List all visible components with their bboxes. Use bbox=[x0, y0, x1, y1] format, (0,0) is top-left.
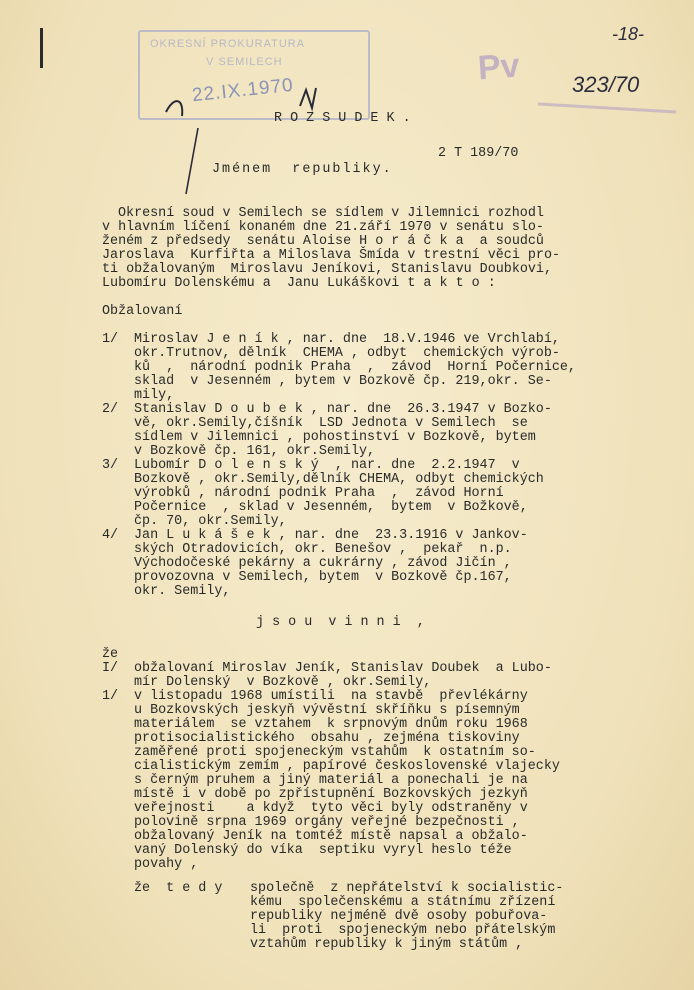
defendant-line: okr. Semily, bbox=[134, 584, 231, 599]
defendant-line: Počernice , sklad v Jesenném, bytem v Božkově, bbox=[134, 500, 528, 515]
defendant-line: Východočeské pekárny a cukrárny , závod Jičín , bbox=[134, 556, 512, 571]
item-number: 2/ bbox=[102, 402, 119, 417]
verdict-line: obžalovaní Miroslav Jeník, Stanislav Doubek a Lubo- bbox=[134, 661, 552, 676]
verdict-heading: j s o u v i n n i , bbox=[256, 615, 425, 630]
defendant-line: ských Otradovicích, okr. Benešov , pekař n.p. bbox=[134, 542, 512, 557]
verdict-line: u Bozkovských jeskyň vývěstní skříňku s písemným bbox=[134, 703, 520, 718]
conclusion-line: vztahům republiky k jiným státům , bbox=[250, 937, 524, 952]
verdict-line: cialistickým zemím , papírové československé vlajecky bbox=[134, 759, 560, 774]
page-number-handwritten: -18- bbox=[612, 24, 645, 44]
defendant-line: mily, bbox=[134, 388, 175, 403]
handwritten-signature bbox=[160, 76, 390, 196]
intro-line: ti obžalovaným Miroslavu Jeníkovi, Stanislavu Doubkovi, bbox=[102, 262, 552, 277]
item-number: 3/ bbox=[102, 458, 119, 473]
case-number: 2 T 189/70 bbox=[438, 146, 519, 161]
intro-line: v hlavním líčení konaném dne 21.září 1970 v senátu slo- bbox=[102, 220, 544, 235]
conclusion-line: kému společenskému a státnímu zřízení bbox=[250, 895, 556, 910]
intro-line: Jaroslava Kurfiřta a Miloslava Šmída v trestní věci pro- bbox=[102, 248, 561, 263]
defendant-line: Miroslav J e n í k , nar. dne 18.V.1946 ve Vrchlabí, bbox=[134, 332, 560, 347]
verdict-line: zaměřené proti spojeneckým vstahům k ostatním so- bbox=[134, 745, 536, 760]
intro-line: Lubomíru Dolenskému a Janu Lukáškovi t a k t o : bbox=[102, 276, 496, 291]
defendant-line: provozovna v Semilech, bytem v Bozkově čp.167, bbox=[134, 570, 512, 585]
verdict-line: materiálem se vztahem k srpnovým dnům roku 1968 bbox=[134, 717, 528, 732]
verdict-line: s černým pruhem a jiný materiál a ponechali je na bbox=[134, 773, 528, 788]
defendant-line: sklad v Jesenném , bytem v Bozkově čp. 219,okr. Se- bbox=[134, 374, 552, 389]
item-number: 1/ bbox=[102, 689, 119, 704]
intro-line: Okresní soud v Semilech se sídlem v Jilemnici rozhodl bbox=[118, 206, 544, 221]
defendant-line: okr.Trutnov, dělník CHEMA , odbyt chemických výrob- bbox=[134, 346, 560, 361]
section-heading: Obžalovaní bbox=[102, 304, 183, 319]
verdict-line: místě i v době po zpřístupnění Bozkovských jezkyň bbox=[134, 787, 528, 802]
stamp-text-line2: V SEMILECH bbox=[206, 56, 283, 68]
verdict-line: vaný Dolenský do víka septiku vyryl heslo téže bbox=[134, 843, 512, 858]
defendant-line: vě, okr.Semily,číšník LSD Jednota v Semilech se bbox=[134, 416, 528, 431]
defendant-line: čp. 70, okr.Semily, bbox=[134, 514, 287, 529]
conclusion-line: li proti spojeneckým nebo přátelským bbox=[250, 923, 556, 938]
document-title: R O Z S U D E K . bbox=[274, 111, 411, 126]
pv-number-handwritten: 323/70 bbox=[572, 72, 640, 97]
verdict-line: veřejnosti a když tyto věci byly odstraněny v bbox=[134, 801, 528, 816]
verdict-line: polovině srpna 1969 orgány veřejné bezpečnosti , bbox=[134, 815, 520, 830]
conclusion-lead: že t e d y bbox=[134, 881, 223, 896]
verdict-line: obžalovaný Jeník na tomtéž místě napsal a obžalo- bbox=[134, 829, 528, 844]
pv-underline bbox=[536, 92, 686, 122]
verdict-line: mír Dolenský v Bozkově , okr.Semily, bbox=[134, 675, 432, 690]
defendant-line: Lubomír D o l e n s k ý , nar. dne 2.2.1947 v bbox=[134, 458, 520, 473]
verdict-line: povahy , bbox=[134, 857, 199, 872]
item-number: I/ bbox=[102, 661, 119, 676]
verdict-line: v listopadu 1968 umístili na stavbě převlékárny bbox=[134, 689, 528, 704]
item-number: 1/ bbox=[102, 332, 119, 347]
defendant-line: výrobků , národní podnik Praha , závod Horní bbox=[134, 486, 504, 501]
intro-line: ženém z předsedy senátu Aloise H o r á č k a a soudců bbox=[102, 234, 544, 249]
defendant-line: ků , národní podnik Praha , závod Horní Počernice, bbox=[134, 360, 576, 375]
stamp-text-line1: OKRESNÍ PROKURATURA bbox=[150, 38, 306, 50]
document-subtitle: Jménem republiky. bbox=[212, 162, 393, 177]
defendant-line: Stanislav D o u b e k , nar. dne 26.3.1947 v Bozko- bbox=[134, 402, 552, 417]
defendant-line: v Bozkově čp. 161, okr.Semily, bbox=[134, 444, 376, 459]
conclusion-line: společně z nepřátelství k socialistic- bbox=[250, 881, 564, 896]
stamp-date: 22.IX.1970 bbox=[191, 74, 295, 107]
defendant-line: Bozkově , okr.Semily,dělník CHEMA, odbyt chemických bbox=[134, 472, 544, 487]
pv-mark: Pv bbox=[476, 46, 521, 88]
conclusion-line: republiky nejméně dvě osoby pobuřova- bbox=[250, 909, 548, 924]
defendant-line: Jan L u k á š e k , nar. dne 23.3.1916 v Jankov- bbox=[134, 528, 528, 543]
verdict-line: že bbox=[102, 647, 119, 662]
verdict-line: protisocialistického obsahu , zejména tiskoviny bbox=[134, 731, 520, 746]
defendant-line: sídlem v Jilemnici , pohostinství v Bozkově, bytem bbox=[134, 430, 536, 445]
item-number: 4/ bbox=[102, 528, 119, 543]
margin-bar bbox=[40, 28, 43, 68]
